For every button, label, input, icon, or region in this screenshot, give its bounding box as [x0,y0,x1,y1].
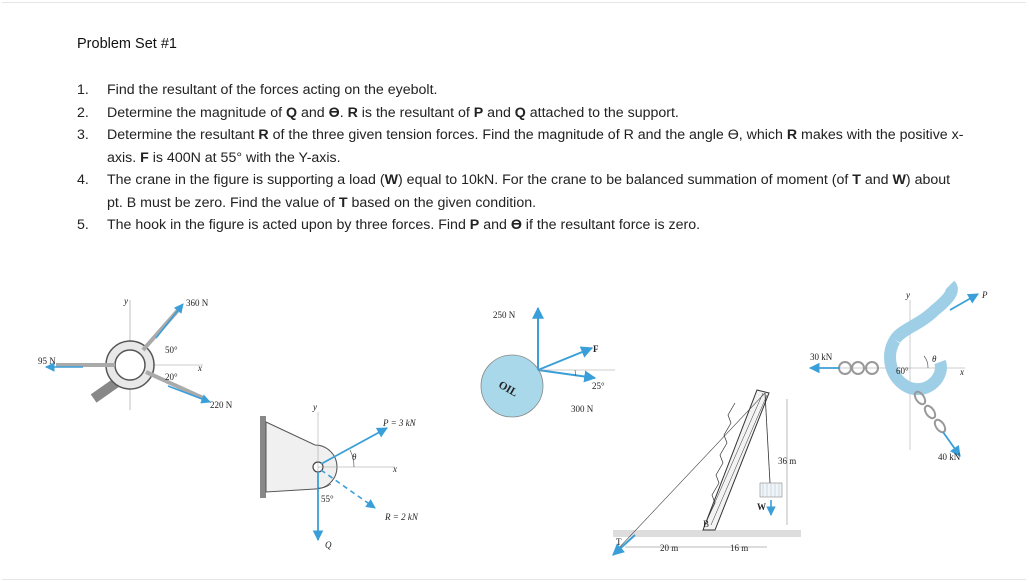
problem-text: if the resultant force is zero. [521,217,701,233]
problem-text: ) equal to 10kN. For the crane to be balanced summation of moment (of [398,172,853,188]
problem-item [77,79,967,102]
label-oil: OIL [496,378,520,400]
problem-variable: R [258,127,269,143]
label-x: x [198,363,202,373]
figure-support [255,400,465,555]
label-y: y [906,290,910,300]
label-t: T [616,537,622,547]
problem-variable: ϴ [510,217,522,233]
label-theta: θ [932,354,937,364]
problem-number: 3. [77,127,89,143]
label-250: 250 N [493,310,516,320]
problem-variable: P [473,104,484,121]
problem-text: is the resultant of [357,104,474,121]
problem-text: attached to the support. [525,104,679,121]
force-arrow-220 [168,386,210,402]
problem-list [77,79,967,237]
problem-item [77,124,967,169]
label-y: y [313,402,317,412]
problem-variable: R [786,127,798,143]
label-20deg: 20° [165,372,178,382]
label-95: 95 N [38,356,56,366]
label-55deg: 55° [321,494,334,504]
page-title: Problem Set #1 [77,36,177,52]
problem-text: and [479,217,511,233]
problem-text: based on the given condition. [347,194,537,211]
problem-variable: F [140,149,149,166]
figure-hook [800,280,1000,460]
problem-variable: Q [514,104,526,121]
label-r: R = 2 kN [385,512,418,522]
problem-variable: W [892,172,906,188]
problem-text: makes with the positive x-axis. [107,127,964,166]
problem-item [77,102,967,125]
label-60deg: 60° [896,366,909,376]
label-30kn: 30 kN [810,352,833,362]
problem-number: 2. [77,104,89,121]
label-f: F [593,344,599,354]
problem-text: and [297,104,329,121]
problem-number: 4. [77,172,89,188]
label-p: P = 3 kN [383,418,416,428]
problem-number: 5. [77,217,89,233]
problem-text: and [483,104,515,121]
label-16m: 16 m [730,543,749,553]
problem-text: The crane in the figure is supporting a load ( [107,172,385,188]
label-25deg: 25° [592,381,605,391]
problem-text: and [860,172,893,188]
arrow-300 [538,370,595,378]
label-50deg: 50° [165,345,178,355]
problem-variable: ϴ [328,104,340,121]
label-220: 220 N [210,400,233,410]
figure-eyebolt [38,290,258,420]
label-q: Q [325,540,332,550]
label-360: 360 N [186,298,209,308]
label-y: y [124,296,128,306]
problem-item [77,169,967,214]
problem-item [77,214,967,237]
problem-variable: T [852,172,861,188]
problem-text: is 400N at 55° with the Y-axis. [148,149,341,166]
problem-text: . [339,104,348,121]
figure-crane [605,375,805,575]
problem-variable: P [469,217,480,233]
problem-text: Find the resultant of the forces acting on the eyebolt. [107,82,438,98]
arrow-f [538,348,592,370]
problem-text: Determine the magnitude of [107,104,287,121]
label-p: P [982,290,988,300]
force-arrow-360 [156,304,183,338]
label-b: B [703,519,710,529]
label-x: x [960,367,964,377]
problem-text: Determine the resultant [107,127,259,143]
label-x: x [393,464,397,474]
label-300: 300 N [571,404,594,414]
problem-text: The hook in the figure is acted upon by three forces. Find [107,217,470,233]
problem-variable: R [347,104,358,121]
problem-text: of the three given tension forces. Find the magnitude of R and the angle ϴ, which [268,127,787,143]
problem-variable: Q [286,104,298,121]
problem-variable: T [338,194,348,211]
problem-text: ) about pt. B must be zero. Find the value of [107,172,951,211]
label-w: W [757,502,766,512]
label-theta: θ [352,452,357,462]
label-40kn: 40 kN [938,452,961,462]
problem-variable: W [384,172,399,188]
label-20m: 20 m [660,543,679,553]
label-36m: 36 m [778,456,797,466]
problem-number: 1. [77,82,89,98]
